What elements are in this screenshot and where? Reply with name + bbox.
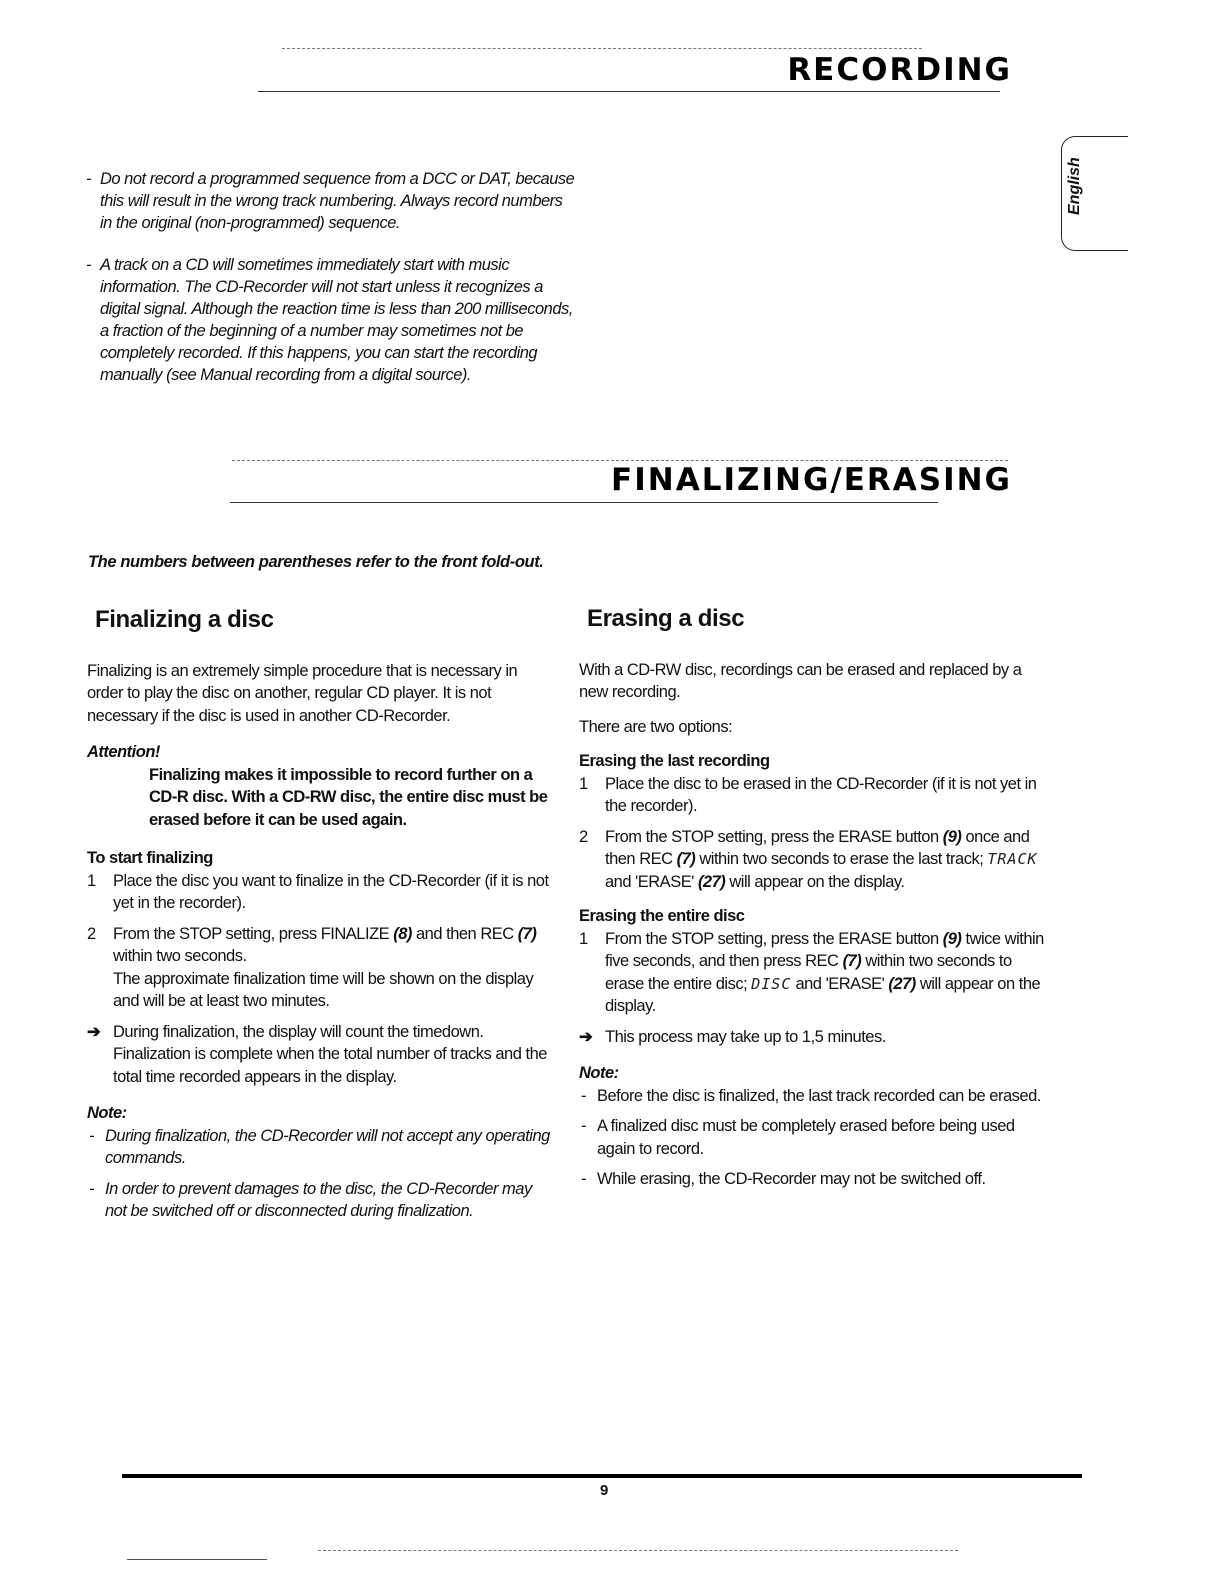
finalizing-heading: Finalizing a disc: [95, 606, 274, 633]
step-text: From the STOP setting, press the ERASE button: [605, 929, 943, 948]
header-top-rule: [282, 48, 922, 49]
foldout-ref: (7): [842, 952, 862, 970]
arrow-item: [579, 1026, 1054, 1049]
note-label: Note:: [579, 1064, 619, 1082]
step-text: From the STOP setting, press FINALIZE: [113, 924, 394, 943]
note-label: Note:: [87, 1104, 127, 1122]
step-text: within two seconds to erase the last track;: [695, 850, 988, 868]
erasing-options: There are two options:: [579, 717, 733, 736]
step-text: and 'ERASE': [791, 974, 889, 993]
section-bottom-rule: [230, 502, 938, 503]
arrow-icon: ➔: [87, 1022, 101, 1041]
finalizing-column: [87, 600, 557, 1231]
start-finalizing-heading: To start finalizing: [87, 849, 213, 867]
foldout-ref: (9): [942, 827, 962, 846]
arrow-text: During finalization, the display will count the timedown. Finalization is complete when the total number of tracks and the total time recorded appears in the display.: [113, 1022, 547, 1086]
step-text: Place the disc you want to finalize in the CD-Recorder (if it is not yet in the recorder).: [113, 871, 549, 912]
arrow-text: This process may take up to 1,5 minutes.: [605, 1027, 886, 1046]
step-text: From the STOP setting, press the ERASE button: [605, 827, 943, 846]
note-item: - While erasing, the CD-Recorder may not be switched off.: [579, 1168, 1054, 1191]
note-item: - A finalized disc must be completely erased before being used again to record.: [579, 1115, 1054, 1160]
step-text: and 'ERASE': [605, 872, 698, 891]
step-item: [579, 928, 1054, 1018]
note-item: - In order to prevent damages to the disc, the CD-Recorder may not be switched off or disconnected during finalization.: [87, 1178, 557, 1223]
finalizing-description: Finalizing is an extremely simple procedure that is necessary in order to play the disc on another, regular CD player. It is not necessary if the disc is used in another CD-Recorder.: [87, 661, 518, 725]
step-item: [87, 923, 557, 1013]
footer-rule: [122, 1474, 1082, 1478]
arrow-icon: ➔: [579, 1027, 593, 1046]
erasing-column: [579, 600, 1054, 1199]
step-number: 1: [579, 929, 588, 948]
step-number: 1: [87, 871, 96, 890]
attention-text: Finalizing makes it impossible to record further on a CD-R disc. With a CD-RW disc, the entire disc must be erased before it can be used again.: [149, 765, 548, 829]
step-text: twice within five seconds, and then press REC: [605, 929, 1044, 970]
foldout-ref: (9): [942, 929, 962, 948]
erasing-heading: Erasing a disc: [587, 605, 745, 632]
note-item: - Before the disc is finalized, the last track recorded can be erased.: [579, 1085, 1054, 1108]
step-text: within two seconds to erase the entire disc;: [605, 952, 1012, 993]
step-item: [87, 870, 557, 915]
step-text: once and then REC: [605, 827, 1030, 868]
erase-entire-heading: Erasing the entire disc: [579, 907, 745, 925]
recording-note: - Do not record a programmed sequence from a DCC or DAT, because this will result in the wrong track numbering. Always record numbers in the original (non-programmed) sequence.: [86, 168, 576, 234]
step-item: [579, 773, 1054, 818]
lcd-display-text: DISC: [751, 974, 792, 993]
section-title: FINALIZING/ERASING: [611, 462, 1012, 498]
step-text: will appear on the display.: [605, 974, 1041, 1015]
step-extra-text: The approximate finalization time will be shown on the display and will be at least two minutes.: [113, 969, 534, 1010]
recording-note: - A track on a CD will sometimes immediately start with music information. The CD-Recorder will not start unless it recognizes a digital signal. Although the reaction time is less than 200 milliseconds, a fraction of the beginning of a number may sometimes not be completely recorded. If this happens, you can start the recording manually (see Manual recording from a digital source).: [86, 254, 576, 386]
footer-bottom-rule: [318, 1550, 958, 1551]
recording-notes: [86, 168, 576, 406]
erase-last-heading: Erasing the last recording: [579, 752, 770, 770]
language-label: English: [1066, 157, 1083, 215]
header-bottom-rule: [258, 91, 1000, 92]
foldout-ref: (7): [676, 850, 696, 868]
attention-label: Attention!: [87, 743, 160, 761]
step-item: [579, 826, 1054, 894]
step-text: and then REC: [411, 924, 518, 943]
page-number: 9: [600, 1482, 609, 1499]
page-title: RECORDING: [787, 52, 1012, 88]
step-text: Place the disc to be erased in the CD-Recorder (if it is not yet in the recorder).: [605, 774, 1037, 815]
erasing-description: With a CD-RW disc, recordings can be erased and replaced by a new recording.: [579, 660, 1022, 701]
foldout-ref: (27): [888, 974, 916, 993]
lcd-display-text: TRACK: [987, 850, 1038, 868]
note-item: - During finalization, the CD-Recorder will not accept any operating commands.: [87, 1125, 557, 1170]
section-top-rule: [232, 460, 1008, 461]
step-text: within two seconds.: [113, 947, 247, 965]
foldout-ref: (8): [393, 924, 412, 943]
language-tab: [1061, 136, 1128, 251]
arrow-item: [87, 1021, 557, 1089]
intro-text: The numbers between parentheses refer to the front fold-out.: [88, 553, 544, 571]
step-number: 2: [87, 924, 96, 943]
foldout-ref: (27): [697, 872, 726, 891]
step-number: 1: [579, 774, 588, 793]
foldout-ref: (7): [517, 924, 537, 943]
step-text: will appear on the display.: [725, 872, 905, 891]
footer-link-line: [127, 1559, 267, 1560]
step-number: 2: [579, 827, 588, 846]
